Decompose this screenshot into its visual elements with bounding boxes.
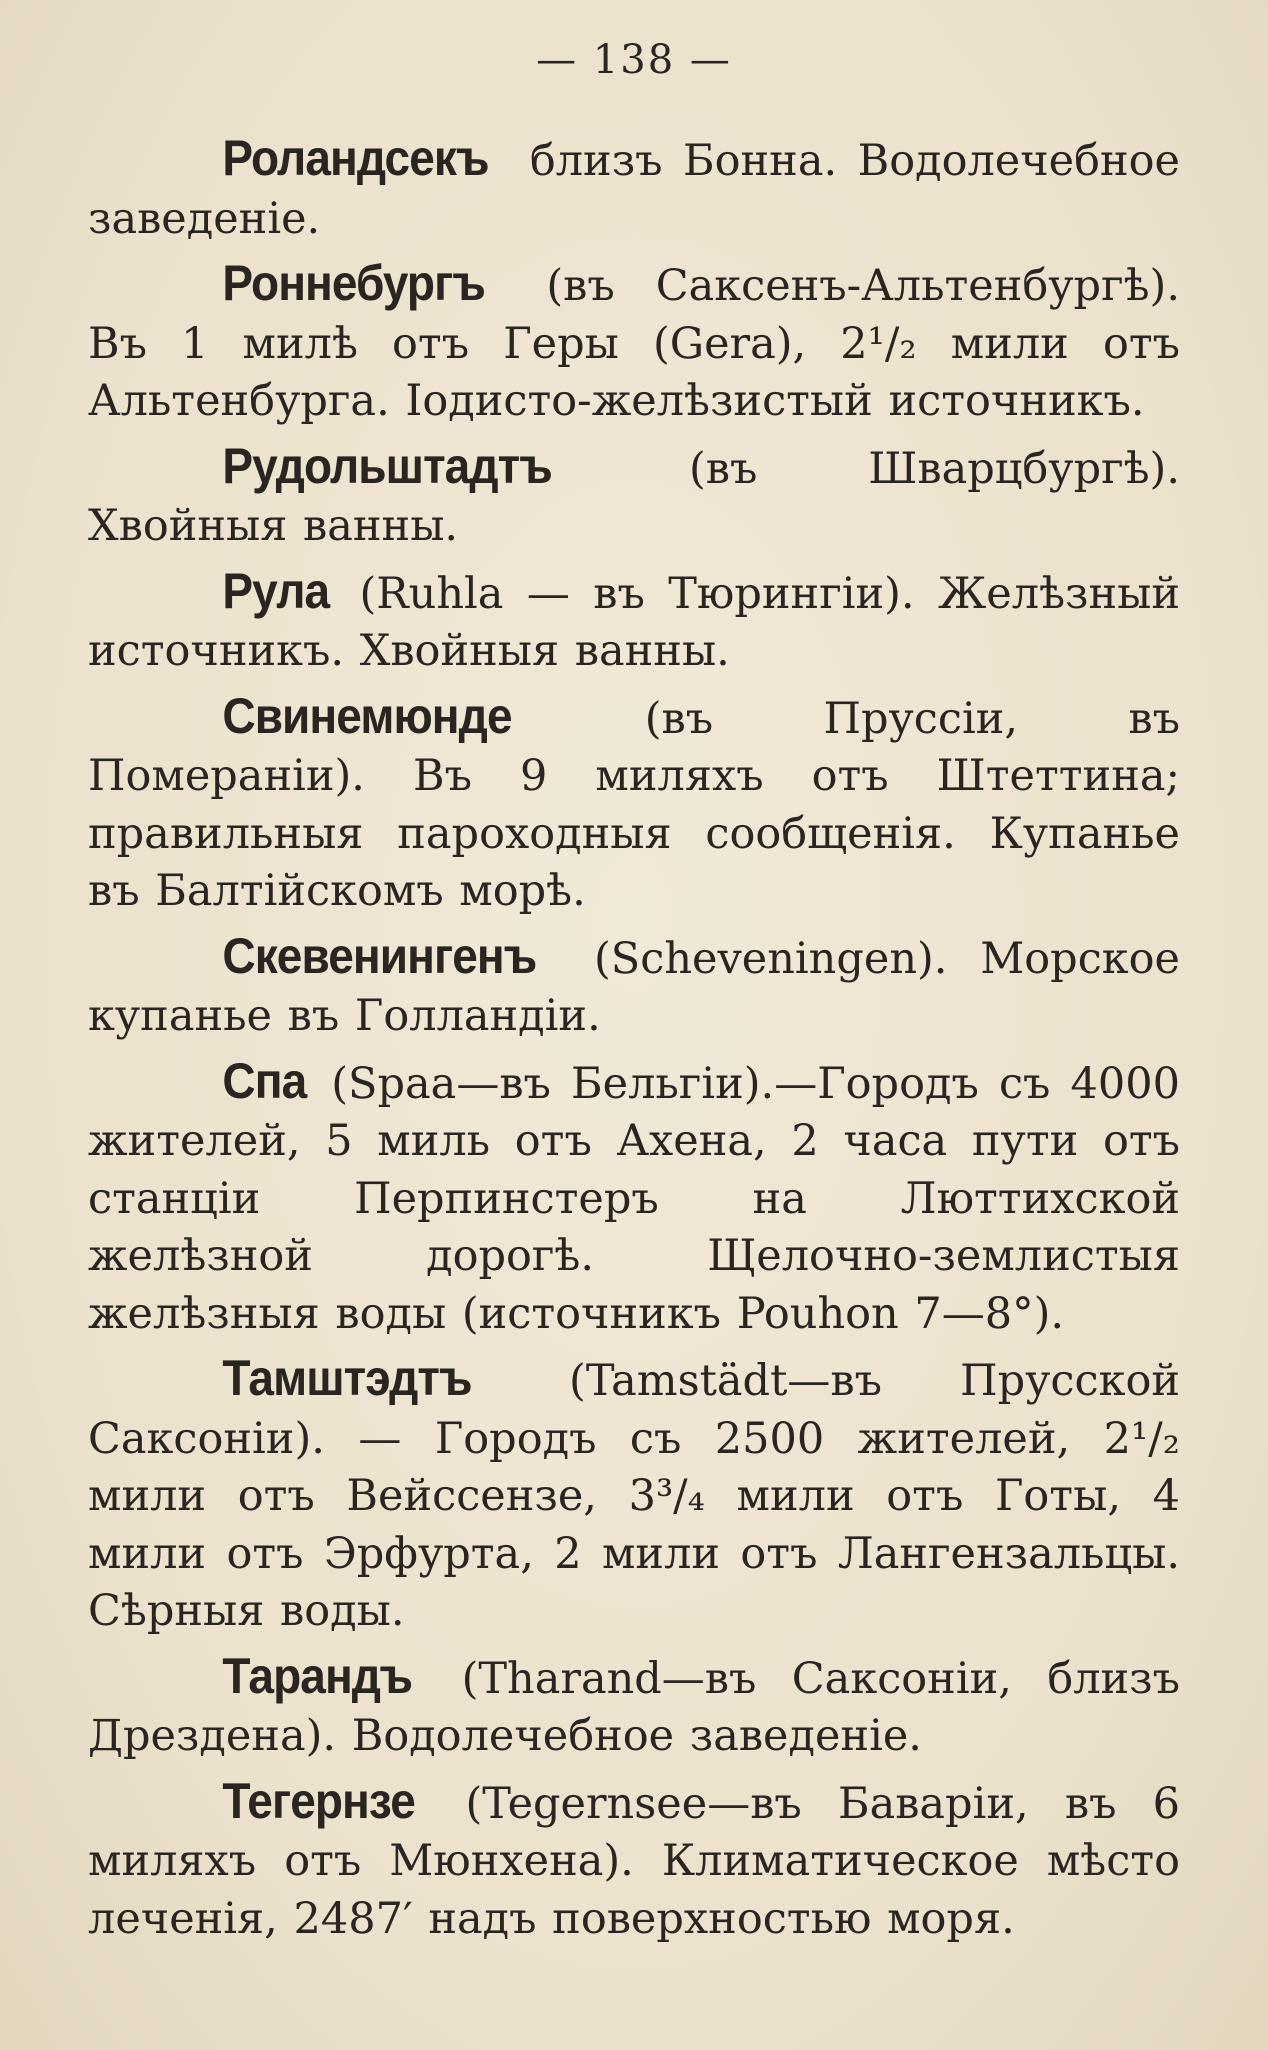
entry-heading: Рула: [222, 562, 330, 619]
entry-heading: Тарандъ: [222, 1647, 413, 1704]
entry-heading: Тамштэдтъ: [222, 1350, 472, 1406]
entry-text: (въ Шварцбургѣ). Хвойныя ванны.: [88, 443, 1180, 551]
page-number: — 138 —: [536, 37, 732, 83]
entry-tharand: [88, 1648, 1180, 1766]
entry-text: (Ruhla — въ Тюрингіи). Желѣзный источникъ. Хвойныя ванны.: [88, 568, 1180, 676]
entry-text: близъ Бонна. Водолечебное заведеніе.: [88, 136, 1180, 244]
entry-ronneburg: [88, 255, 1180, 431]
entry-heading: Тегернзе: [222, 1772, 415, 1829]
entries-list: [88, 130, 1180, 1948]
entry-heading: Рудольштадтъ: [222, 437, 552, 494]
entry-text: (Tegernsee—въ Баваріи, въ 6 миляхъ отъ Мюнхена). Климатическое мѣсто леченія, 2487′ надъ поверхностью моря.: [88, 1778, 1180, 1944]
entry-tegernsee: [88, 1773, 1180, 1949]
entry-heading: Роландсекъ: [222, 130, 489, 186]
entry-text: (Scheveningen). Морское купанье въ Голландіи.: [88, 933, 1180, 1041]
entry-text: (въ Пруссіи, въ Помераніи). Въ 9 миляхъ отъ Штеттина; правильныя пароходныя сообщенія. Купанье въ Балтійскомъ морѣ.: [88, 693, 1180, 916]
entry-spa: [88, 1053, 1180, 1344]
entry-heading: Скевенингенъ: [222, 927, 537, 984]
entry-rolandseck: [88, 130, 1180, 248]
entry-scheveningen: [88, 928, 1180, 1046]
entry-heading: Роннебургъ: [222, 255, 485, 311]
entry-rudolstadt: [88, 438, 1180, 556]
entry-text: (Tharand—въ Саксоніи, близъ Дрездена). Водолечебное заведеніе.: [88, 1653, 1180, 1761]
entry-ruhla: [88, 563, 1180, 681]
entry-text: (въ Саксенъ-Альтенбургѣ). Въ 1 милѣ отъ Геры (Gera), 2¹/₂ мили отъ Альтенбурга. Іодисто-желѣзистый источникъ.: [88, 261, 1180, 426]
entry-text: (Spaa—въ Бельгіи).—Городъ съ 4000 жителей, 5 миль отъ Ахена, 2 часа пути отъ станціи Перпинстеръ на Люттихской желѣзной дорогѣ. Щелочно-землистыя желѣзныя воды (источникъ Pouhon 7—8°).: [88, 1058, 1180, 1339]
entry-swinemuende: [88, 688, 1180, 921]
entry-text: (Tamstädt—въ Прусской Саксоніи). — Городъ съ 2500 жителей, 2¹/₂ мили отъ Вейссензе, 3³/₄ мили отъ Готы, 4 мили отъ Эрфурта, 2 мили отъ Лангензальцы. Сѣрныя воды.: [88, 1356, 1180, 1636]
entry-heading: Спа: [222, 1052, 307, 1109]
entry-heading: Свинемюнде: [222, 687, 512, 744]
entry-tamstaedt: [88, 1350, 1180, 1641]
